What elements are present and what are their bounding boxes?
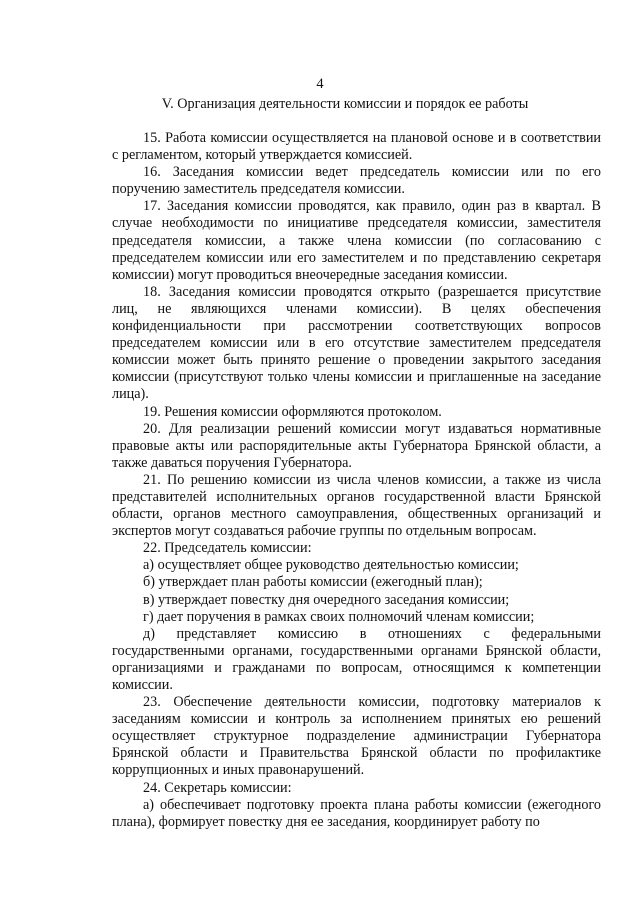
list-item-24a: а) обеспечивает подготовку проекта плана работы комиссии (ежегодного плана), формирует повестку дня ее заседания, координирует работу по xyxy=(112,796,601,830)
list-item-22b: б) утверждает план работы комиссии (ежегодный план); xyxy=(143,574,483,591)
paragraph-24: 24. Секретарь комиссии: xyxy=(143,779,292,796)
list-item-22g: г) дает поручения в рамках своих полномочий членам комиссии; xyxy=(143,608,535,625)
document-body xyxy=(112,130,601,831)
paragraph-21: 21. По решению комиссии из числа членов комиссии, а также из числа представителей исполнительных органов государственной власти Брянской области, органов местного самоуправления, общественных организаций и экспертов могут создаваться рабочие группы по отдельным вопросам. xyxy=(112,471,601,540)
paragraph-19: 19. Решения комиссии оформляются протоколом. xyxy=(143,403,442,420)
paragraph-18: 18. Заседания комиссии проводятся открыто (разрешается присутствие лиц, не являющихся членами комиссии). В целях обеспечения конфиденциальности при рассмотрении соответствующих вопросов председателем комиссии или в его отсутствие заместителем председателя комиссии может быть принято решение о проведении закрытого заседания комиссии (присутствуют только члены комиссии и приглашенные на заседание лица). xyxy=(112,283,601,403)
paragraph-20: 20. Для реализации решений комиссии могут издаваться нормативные правовые акты или распорядительные акты Губернатора Брянской области, а также даваться поручения Губернатора. xyxy=(112,420,601,471)
paragraph-22: 22. Председатель комиссии: xyxy=(143,540,312,557)
list-item-22d: д) представляет комиссию в отношениях с федеральными государственными органами, государственными органами Брянской области, организациями и гражданами по вопросам, относящимся к компетенции комиссии. xyxy=(112,625,601,693)
paragraph-17: 17. Заседания комиссии проводятся, как правило, один раз в квартал. В случае необходимости по инициативе председателя комиссии, заместителя председателя комиссии, а также члена комиссии (по согласованию с председателем комиссии или его заместителем и по представлению секретаря комиссии) могут проводиться внеочередные заседания комиссии. xyxy=(112,198,601,283)
paragraph-16: 16. Заседания комиссии ведет председатель комиссии или по его поручению заместитель председателя комиссии. xyxy=(112,164,601,198)
paragraph-15: 15. Работа комиссии осуществляется на плановой основе и в соответствии с регламентом, который утверждается комиссией. xyxy=(112,130,601,164)
list-item-22v: в) утверждает повестку дня очередного заседания комиссии; xyxy=(143,591,510,608)
paragraph-23: 23. Обеспечение деятельности комиссии, подготовку материалов к заседаниям комиссии и контроль за исполнением принятых ею решений осуществляет структурное подразделение администрации Губернатора Брянской области и Правительства Брянской области по профилактике коррупционных и иных правонарушений. xyxy=(112,694,601,779)
list-item-22a: а) осуществляет общее руководство деятельностью комиссии; xyxy=(143,557,519,574)
section-heading: V. Организация деятельности комиссии и порядок ее работы xyxy=(161,96,529,112)
page-number: 4 xyxy=(316,76,324,92)
